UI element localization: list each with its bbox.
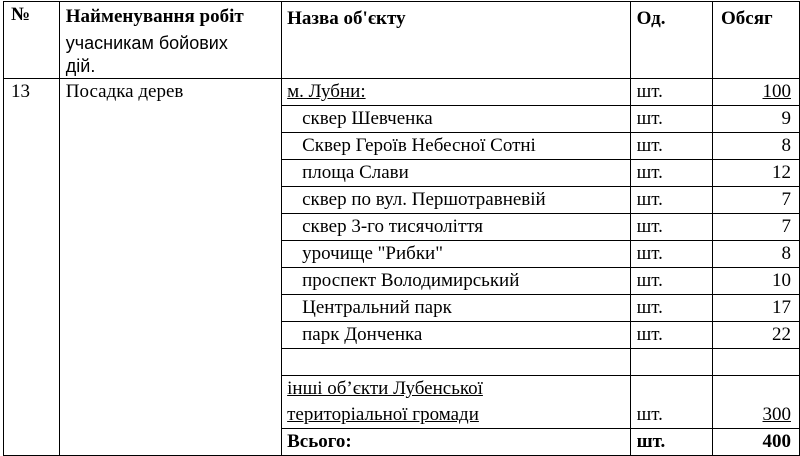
unit-cell: шт.: [630, 268, 712, 295]
object-cell: проспект Володимирський: [282, 268, 630, 295]
volume-cell: 7: [712, 187, 799, 214]
unit-cell: [630, 349, 712, 376]
entry-number: 13: [4, 79, 60, 456]
volume-cell: 8: [712, 241, 799, 268]
total-unit: шт.: [630, 429, 712, 456]
header-work-line3: дій.: [65, 56, 96, 76]
unit-cell: шт.: [630, 241, 712, 268]
works-table: [3, 1, 800, 456]
entry-work: Посадка дерев: [59, 79, 281, 456]
total-volume: 400: [712, 429, 799, 456]
volume-cell: 8: [712, 133, 799, 160]
table-header-row: [4, 2, 800, 79]
volume-cell: 22: [712, 322, 799, 349]
header-work-title: Найменування робіт: [65, 6, 244, 27]
header-volume: Обсяг: [712, 2, 799, 79]
object-cell: Центральний парк: [282, 295, 630, 322]
header-work: [59, 2, 281, 79]
unit-cell: шт.: [630, 160, 712, 187]
unit-cell: шт.: [630, 376, 712, 429]
unit-cell: шт.: [630, 79, 712, 106]
volume-cell: [712, 349, 799, 376]
table-row: [4, 79, 800, 106]
volume-cell: 17: [712, 295, 799, 322]
unit-cell: шт.: [630, 133, 712, 160]
unit-cell: шт.: [630, 295, 712, 322]
header-object: Назва об'єкту: [282, 2, 630, 79]
volume-cell: 9: [712, 106, 799, 133]
total-label: Всього:: [282, 429, 630, 456]
object-other-line1: інші об’єкти Лубенської: [287, 378, 483, 399]
object-cell: сквер по вул. Першотравневій: [282, 187, 630, 214]
volume-cell: 300: [712, 376, 799, 429]
header-number: №: [4, 2, 60, 79]
unit-cell: шт.: [630, 187, 712, 214]
header-unit: Од.: [630, 2, 712, 79]
object-cell: урочище "Рибки": [282, 241, 630, 268]
volume-cell: 7: [712, 214, 799, 241]
unit-cell: шт.: [630, 322, 712, 349]
header-work-line2: учасникам бойових: [65, 33, 228, 53]
object-cell: [282, 349, 630, 376]
object-cell: парк Донченка: [282, 322, 630, 349]
unit-cell: шт.: [630, 214, 712, 241]
volume-cell: 12: [712, 160, 799, 187]
unit-cell: шт.: [630, 106, 712, 133]
object-city: м. Лубни:: [282, 79, 630, 106]
object-cell: сквер Шевченка: [282, 106, 630, 133]
object-other: [282, 376, 630, 429]
object-cell: сквер 3-го тисячоліття: [282, 214, 630, 241]
volume-cell: 100: [712, 79, 799, 106]
object-other-line2: територіальної громади: [287, 404, 479, 425]
object-cell: Сквер Героїв Небесної Сотні: [282, 133, 630, 160]
volume-cell: 10: [712, 268, 799, 295]
object-cell: площа Слави: [282, 160, 630, 187]
